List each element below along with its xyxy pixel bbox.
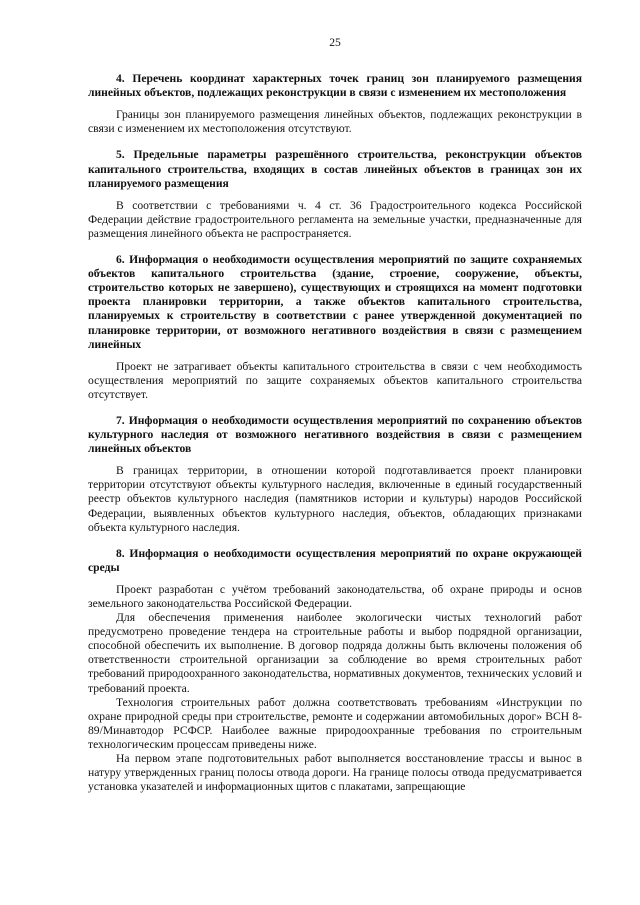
paragraph: В границах территории, в отношении которой подготавливается проект планировки территории отсутствуют объекты культурного наследия, включенные в единый государственный реестр объектов культурного наследия (памятников истории и культуры) народов Российской Федерации, выявленных объектов культурного наследия, объектов, обладающих признаками объекта культурного наследия. [88, 464, 582, 534]
paragraph: На первом этапе подготовительных работ выполняется восстановление трассы и вынос в натуру утвержденных границ полосы отвода дороги. На границе полосы отвода предусматривается установка указателей и информационных щитов с плакатами, запрещающие [88, 752, 582, 794]
section-heading: 4. Перечень координат характерных точек границ зон планируемого размещения линейных объектов, подлежащих реконструкции в связи с изменением их местоположения [88, 72, 582, 100]
paragraph: Для обеспечения применения наиболее экологически чистых технологий работ предусмотрено проведение тендера на строительные работы и выбор подрядной организации, способной обеспечить их выполнение. В договор подряда должны быть включены положения об ответственности строительной организации за соблюдение во время строительных работ требований природоохранного законодательства, нормативных документов, технических условий и требований проекта. [88, 611, 582, 695]
section-heading: 8. Информация о необходимости осуществления мероприятий по охране окружающей среды [88, 546, 582, 574]
paragraph: Проект не затрагивает объекты капитального строительства в связи с чем необходимость осуществления мероприятий по защите сохраняемых объектов капитального строительства отсутствует. [88, 359, 582, 401]
section-7 [88, 414, 582, 535]
paragraph: Границы зон планируемого размещения линейных объектов, подлежащих реконструкции в связи с изменением их местоположения отсутствуют. [88, 108, 582, 136]
section-4 [88, 72, 582, 136]
paragraph: В соответствии с требованиями ч. 4 ст. 36 Градостроительного кодекса Российской Федерации действие градостроительного регламента на земельные участки, предназначенные для размещения линейного объекта не распространяется. [88, 198, 582, 240]
section-5 [88, 148, 582, 241]
page-number: 25 [329, 36, 341, 49]
section-heading: 7. Информация о необходимости осуществления мероприятий по сохранению объектов культурного наследия от возможного негативного воздействия в связи с размещением линейных объектов [88, 413, 582, 456]
section-8 [88, 547, 582, 795]
section-heading: 6. Информация о необходимости осуществления мероприятий по защите сохраняемых объектов капитального строительства (здание, строение, сооружение, объекты, строительство которых не завершено), существующих и строящихся на момент подготовки проекта планировки территории, а также объектов капитального строительства, планируемых к строительству в соответствии с ранее утвержденной документацией по планировке территории, от возможного негативного воздействия в связи с размещением линейных [88, 253, 582, 351]
paragraph: Технология строительных работ должна соответствовать требованиям «Инструкции по охране природной среды при строительстве, ремонте и содержании автомобильных дорог» ВСН 8-89/Минавтодор РСФСР. Наиболее важные природоохранные требования по строительным технологическим процессам приведены ниже. [88, 695, 582, 751]
paragraph: Проект разработан с учётом требований законодательства, об охране природы и основ земельного законодательства Российской Федерации. [88, 582, 582, 610]
section-heading: 5. Предельные параметры разрешённого строительства, реконструкции объектов капитального строительства, входящих в состав линейных объектов в границах зон их планируемого размещения [88, 148, 582, 190]
section-6 [88, 253, 582, 402]
